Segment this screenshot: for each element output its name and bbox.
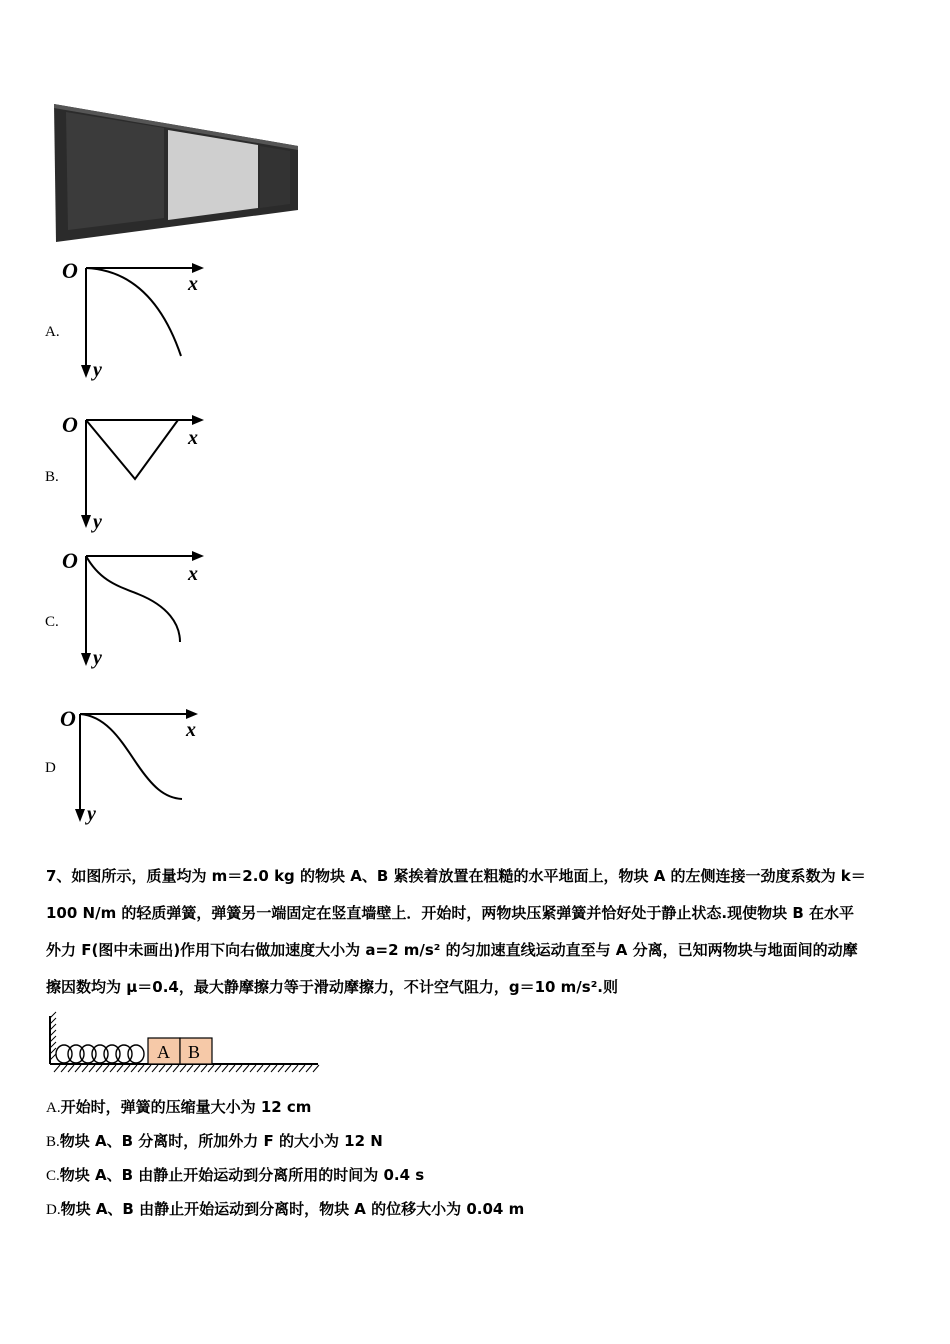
x-axis-label: x: [188, 427, 198, 449]
choice-c[interactable]: C.物块 A、B 由静止开始运动到分离所用的时间为 0.4 s: [46, 1166, 425, 1184]
option-d-label: D: [45, 760, 56, 776]
question-line: 擦因数均为 μ＝0.4，最大静摩擦力等于滑动摩擦力，不计空气阻力，g＝10 m/s².则: [46, 978, 618, 996]
option-a-label: A.: [45, 324, 60, 340]
choice-a[interactable]: A.开始时，弹簧的压缩量大小为 12 cm: [46, 1098, 312, 1116]
blackboard-image: [52, 100, 302, 246]
choice-d[interactable]: D.物块 A、B 由静止开始运动到分离时，物块 A 的位移大小为 0.04 m: [46, 1200, 525, 1218]
x-axis-label: x: [188, 563, 198, 585]
spring-blocks-diagram: [44, 1010, 324, 1080]
y-axis-label: y: [93, 511, 102, 533]
question-paragraph: [46, 858, 908, 1006]
origin-label: O: [62, 258, 78, 283]
choice-b[interactable]: B.物块 A、B 分离时，所加外力 F 的大小为 12 N: [46, 1132, 383, 1150]
block-b-label: B: [188, 1042, 201, 1062]
x-axis-label: x: [186, 719, 196, 741]
origin-label: O: [62, 412, 78, 437]
option-d-graph: [52, 702, 212, 832]
question-line: 7、如图所示，质量均为 m＝2.0 kg 的物块 A、B 紧挨着放置在粗糙的水平地面上，物块 A 的左侧连接一劲度系数为 k＝: [46, 867, 866, 885]
x-axis-label: x: [188, 273, 198, 295]
option-b-label: B.: [45, 469, 59, 485]
y-axis-label: y: [93, 647, 102, 669]
option-c-label: C.: [45, 614, 59, 630]
y-axis-label: y: [93, 359, 102, 381]
block-a-label: A: [157, 1042, 170, 1062]
option-b-graph: [58, 408, 218, 538]
question-line: 100 N/m 的轻质弹簧，弹簧另一端固定在竖直墙壁上．开始时，两物块压紧弹簧并恰好处于静止状态.现使物块 B 在水平: [46, 904, 854, 922]
origin-label: O: [60, 706, 76, 731]
y-axis-label: y: [87, 803, 96, 825]
origin-label: O: [62, 548, 78, 573]
option-c-graph: [58, 546, 218, 676]
question-line: 外力 F(图中未画出)作用下向右做加速度大小为 a=2 m/s² 的匀加速直线运动直至与 A 分离，已知两物块与地面间的动摩: [46, 941, 858, 959]
option-a-graph: [58, 258, 218, 388]
